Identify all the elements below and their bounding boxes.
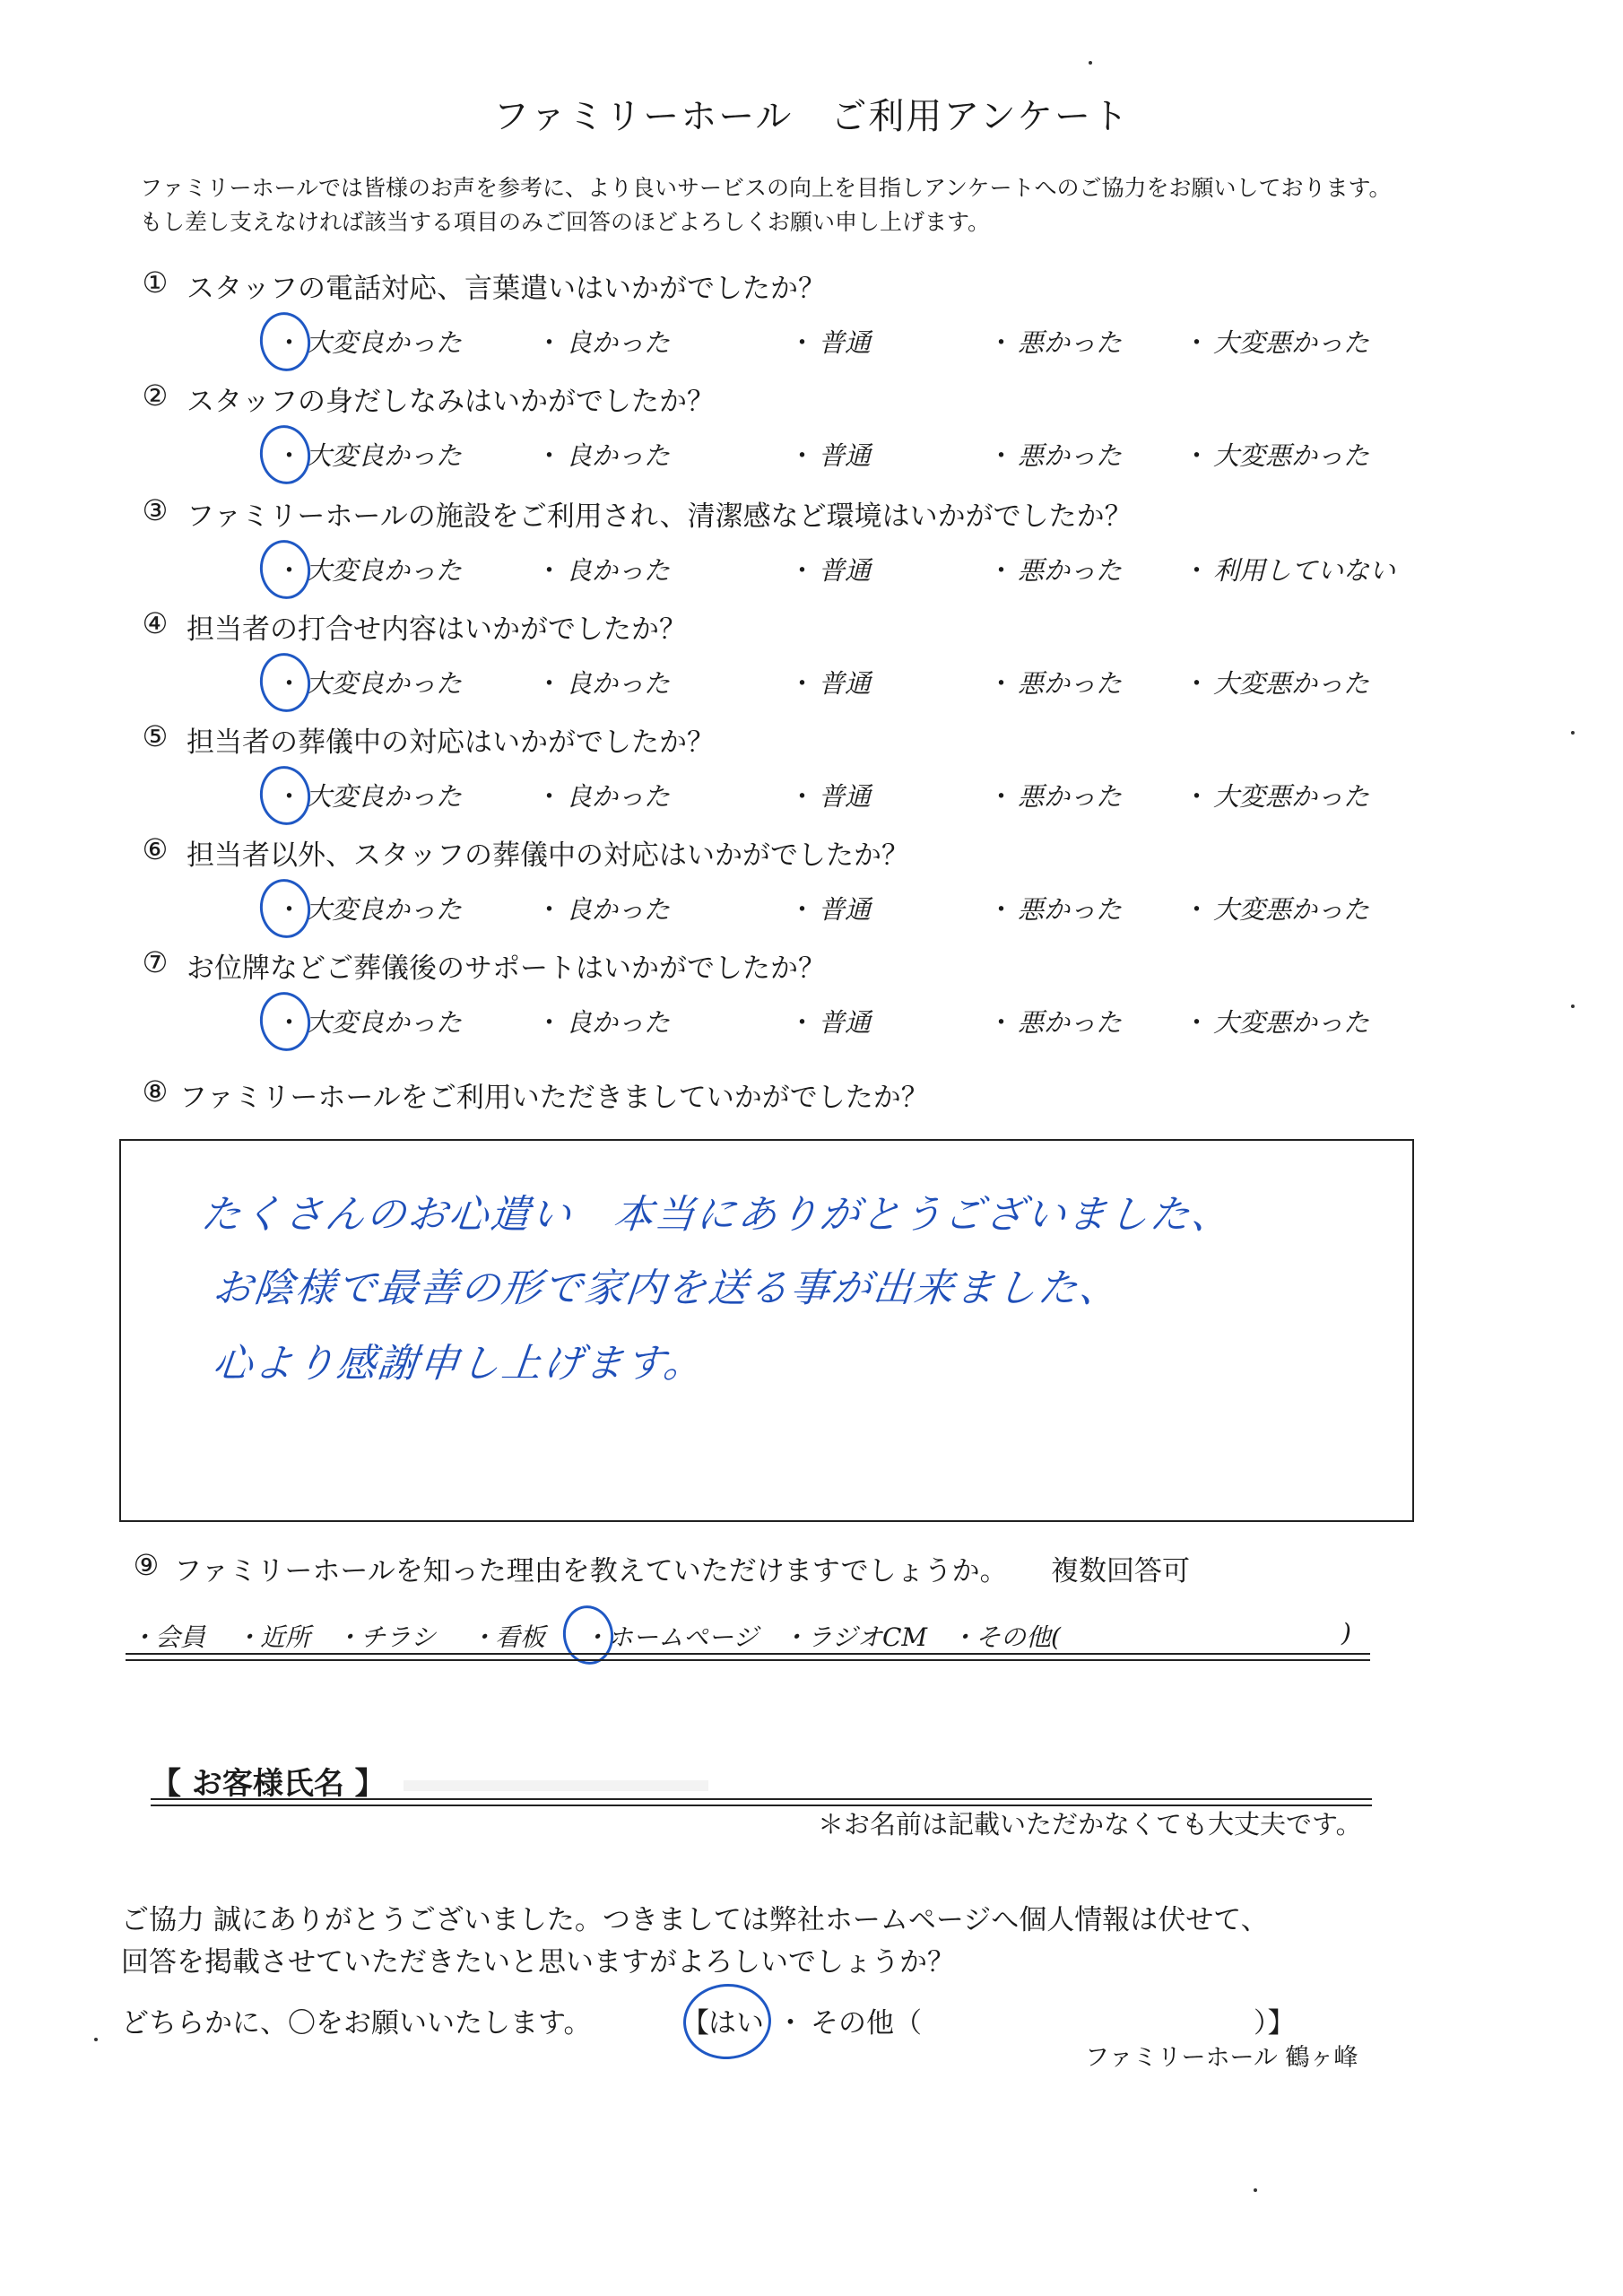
option-bullet: ・ (536, 781, 563, 812)
speck (1571, 731, 1575, 735)
question-6-option-5[interactable] (1184, 890, 1369, 926)
question-8-text: ファミリーホールをご利用いただきましていかがでしたか？ (179, 1082, 929, 1114)
answer-circle (256, 422, 315, 487)
option-bullet: ・ (988, 781, 1015, 812)
option-bullet: ・ (276, 781, 303, 812)
question-3-text: ファミリーホールの施設をご利用され、清潔感など環境はいかがでしたか？ (187, 500, 1133, 533)
option-bullet: ・ (789, 440, 816, 471)
question-8-number: ⑧ (142, 1074, 169, 1109)
consent-yes-option[interactable]: はい (708, 2007, 764, 2039)
question-4-option-5[interactable] (1184, 664, 1369, 700)
question-3-number: ③ (142, 493, 169, 527)
question-2-number: ② (142, 378, 169, 413)
option-label: 普通 (819, 555, 872, 586)
option-label: 悪かった (1018, 781, 1123, 812)
multi-answer-note: 複数回答可 (1051, 1555, 1190, 1587)
option-bullet: ・ (1184, 781, 1211, 812)
closing-line-2: 回答を掲載させていただきたいと思いますがよろしいでしょうか？ (121, 1946, 955, 1979)
question-3-option-4[interactable] (988, 551, 1122, 587)
question-6-option-4[interactable] (988, 890, 1122, 926)
question-6-option-3[interactable] (789, 890, 871, 926)
option-bullet: ・ (988, 440, 1015, 471)
option-label: 大変悪かった (1213, 894, 1370, 925)
option-label: 良かった (566, 555, 671, 586)
question-1-option-3[interactable] (789, 323, 871, 360)
question-3-option-5[interactable] (1184, 551, 1395, 587)
option-bullet: ・ (276, 1007, 303, 1038)
question-6-text: 担当者以外、スタッフの葬儀中の対応はいかがでしたか？ (187, 839, 909, 872)
source-option-4[interactable]: ・看板 (470, 1622, 546, 1652)
speck (1089, 61, 1092, 65)
option-label: 悪かった (1018, 1007, 1123, 1038)
customer-rule-1 (151, 1798, 1372, 1800)
option-label: 普通 (819, 440, 872, 471)
option-bullet: ・ (536, 327, 563, 358)
speck (1571, 1004, 1575, 1008)
option-bullet: ・ (276, 440, 303, 471)
question-2-option-5[interactable] (1184, 436, 1369, 473)
option-bullet: ・ (276, 668, 303, 699)
footer-store-name: ファミリーホール 鶴ヶ峰 (1085, 2044, 1358, 2072)
option-label: 悪かった (1018, 440, 1123, 471)
question-7-number: ⑦ (142, 945, 169, 979)
answer-circle (256, 536, 315, 602)
option-bullet: ・ (988, 1007, 1015, 1038)
option-label: 普通 (819, 327, 872, 358)
circle-prompt: どちらかに、〇をお願いいたします。 (121, 2007, 592, 2039)
consent-other-close: ）】 (1254, 2007, 1296, 2039)
option-bullet: ・ (1184, 440, 1211, 471)
question-5-number: ⑤ (142, 719, 169, 753)
consent-yes-circle (681, 1981, 774, 2063)
option-bullet: ・ (789, 894, 816, 925)
source-rule-1 (126, 1653, 1370, 1655)
speck (1254, 2188, 1257, 2192)
question-2-text: スタッフの身だしなみはいかがでしたか？ (187, 386, 715, 418)
question-1-option-5[interactable] (1184, 323, 1369, 360)
question-4-text: 担当者の打合せ内容はいかがでしたか？ (187, 613, 687, 646)
option-label: 大変悪かった (1213, 1007, 1370, 1038)
name-optional-note: ＊お名前は記載いただかなくても大丈夫です。 (818, 1809, 1362, 1839)
question-4-option-3[interactable] (789, 664, 871, 700)
option-label: 悪かった (1018, 327, 1123, 358)
option-label: 普通 (819, 668, 872, 699)
option-bullet: ・ (536, 440, 563, 471)
question-1-number: ① (142, 265, 169, 300)
answer-circle (256, 649, 315, 715)
question-1-option-4[interactable] (988, 323, 1122, 360)
question-7-text: お位牌などご葬儀後のサポートはいかがでしたか？ (187, 952, 826, 985)
question-7-option-4[interactable] (988, 1003, 1122, 1039)
answer-circle (256, 762, 315, 828)
option-bullet: ・ (1184, 555, 1211, 586)
answer-circle (256, 309, 315, 374)
question-4-number: ④ (142, 606, 169, 640)
handwritten-line-3: 心より感謝申し上げます。 (210, 1341, 707, 1387)
option-bullet: ・ (789, 555, 816, 586)
question-5-option-4[interactable] (988, 777, 1122, 813)
option-bullet: ・ (789, 327, 816, 358)
question-3-option-3[interactable] (789, 551, 871, 587)
option-bullet: ・ (988, 668, 1015, 699)
source-option-8: ) (1341, 1618, 1351, 1648)
question-9-number: ⑨ (133, 1548, 160, 1582)
option-label: 悪かった (1018, 668, 1123, 699)
option-label: 良かった (566, 440, 671, 471)
page-title: ファミリーホール ご利用アンケート (493, 96, 1130, 137)
question-5-option-2[interactable] (536, 777, 670, 813)
speck (94, 2038, 98, 2041)
question-2-option-4[interactable] (988, 436, 1122, 473)
option-label: 普通 (819, 894, 872, 925)
source-rule-2 (126, 1659, 1370, 1661)
option-label: 大変良かった (306, 1007, 463, 1038)
option-label: 大変良かった (306, 668, 463, 699)
option-bullet: ・ (988, 894, 1015, 925)
option-bullet: ・ (988, 327, 1015, 358)
option-bullet: ・ (276, 894, 303, 925)
option-label: 大変良かった (306, 440, 463, 471)
option-label: 良かった (566, 668, 671, 699)
option-label: 大変良かった (306, 894, 463, 925)
option-label: 良かった (566, 1007, 671, 1038)
option-label: 普通 (819, 781, 872, 812)
option-bullet: ・ (536, 894, 563, 925)
option-bullet: ・ (988, 555, 1015, 586)
option-bullet: ・ (789, 781, 816, 812)
source-option-3[interactable]: ・チラシ (335, 1622, 437, 1652)
question-5-option-3[interactable] (789, 777, 871, 813)
customer-name-field[interactable] (404, 1780, 708, 1791)
question-1-option-2[interactable] (536, 323, 670, 360)
option-bullet: ・ (789, 668, 816, 699)
option-bullet: ・ (1184, 894, 1211, 925)
question-6-number: ⑥ (142, 832, 169, 866)
option-bullet: ・ (536, 555, 563, 586)
question-7-option-2[interactable] (536, 1003, 670, 1039)
source-option-7[interactable]: ・その他( (950, 1622, 1061, 1652)
question-4-option-4[interactable] (988, 664, 1122, 700)
option-bullet: ・ (276, 555, 303, 586)
intro-line-2: もし差し支えなければ該当する項目のみご回答のほどよろしくお願い申し上げます。 (140, 209, 991, 235)
option-bullet: ・ (1184, 668, 1211, 699)
option-bullet: ・ (1184, 1007, 1211, 1038)
question-3-option-2[interactable] (536, 551, 670, 587)
question-7-option-5[interactable] (1184, 1003, 1369, 1039)
option-label: 利用していない (1213, 555, 1396, 586)
source-option-6[interactable]: ・ラジオCM (782, 1622, 928, 1652)
option-label: 大変悪かった (1213, 668, 1370, 699)
option-bullet: ・ (536, 1007, 563, 1038)
option-bullet: ・ (1184, 327, 1211, 358)
option-label: 大変良かった (306, 555, 463, 586)
question-9-text: ファミリーホールを知った理由を教えていただけますでしょうか。 (174, 1555, 1008, 1587)
option-label: 良かった (566, 327, 671, 358)
intro-line-1: ファミリーホールでは皆様のお声を参考に、より良いサービスの向上を目指しアンケートへのご協力をお願いしております。 (140, 175, 1392, 201)
question-1-text: スタッフの電話対応、言葉遣いはいかがでしたか？ (187, 273, 826, 305)
consent-other-option[interactable]: その他（ (811, 2007, 922, 2039)
question-2-option-2[interactable] (536, 436, 670, 473)
customer-name-label: 【 お客様氏名 】 (151, 1766, 386, 1802)
option-bullet: ・ (789, 1007, 816, 1038)
option-label: 悪かった (1018, 555, 1123, 586)
question-5-option-5[interactable] (1184, 777, 1369, 813)
consent-bracket-open: 【 (681, 2007, 709, 2039)
question-6-option-2[interactable] (536, 890, 670, 926)
option-label: 良かった (566, 781, 671, 812)
source-option-2[interactable]: ・近所 (235, 1622, 311, 1652)
handwritten-line-2: お陰様で最善の形で家内を送る事が出来ました、 (210, 1265, 1124, 1311)
option-label: 大変悪かった (1213, 440, 1370, 471)
option-label: 悪かった (1018, 894, 1123, 925)
question-7-option-3[interactable] (789, 1003, 871, 1039)
closing-line-1: ご協力 誠にありがとうございました。つきましては弊社ホームページへ個人情報は伏せて、 (121, 1904, 1269, 1936)
option-label: 大変良かった (306, 781, 463, 812)
option-label: 大変悪かった (1213, 327, 1370, 358)
source-option-5[interactable]: ・ホームページ (583, 1622, 759, 1652)
option-label: 大変良かった (306, 327, 463, 358)
question-2-option-3[interactable] (789, 436, 871, 473)
consent-separator: ・ (777, 2007, 804, 2039)
answer-circle (256, 875, 315, 941)
question-5-text: 担当者の葬儀中の対応はいかがでしたか？ (187, 726, 715, 759)
option-bullet: ・ (276, 327, 303, 358)
handwritten-line-1: たくさんのお心遣い 本当にありがとうございました、 (198, 1192, 1236, 1238)
source-answer-circle (560, 1602, 618, 1667)
option-label: 大変悪かった (1213, 781, 1370, 812)
source-option-1[interactable]: ・会員 (130, 1622, 206, 1652)
option-label: 良かった (566, 894, 671, 925)
question-4-option-2[interactable] (536, 664, 670, 700)
answer-circle (256, 988, 315, 1054)
option-bullet: ・ (536, 668, 563, 699)
option-label: 普通 (819, 1007, 872, 1038)
